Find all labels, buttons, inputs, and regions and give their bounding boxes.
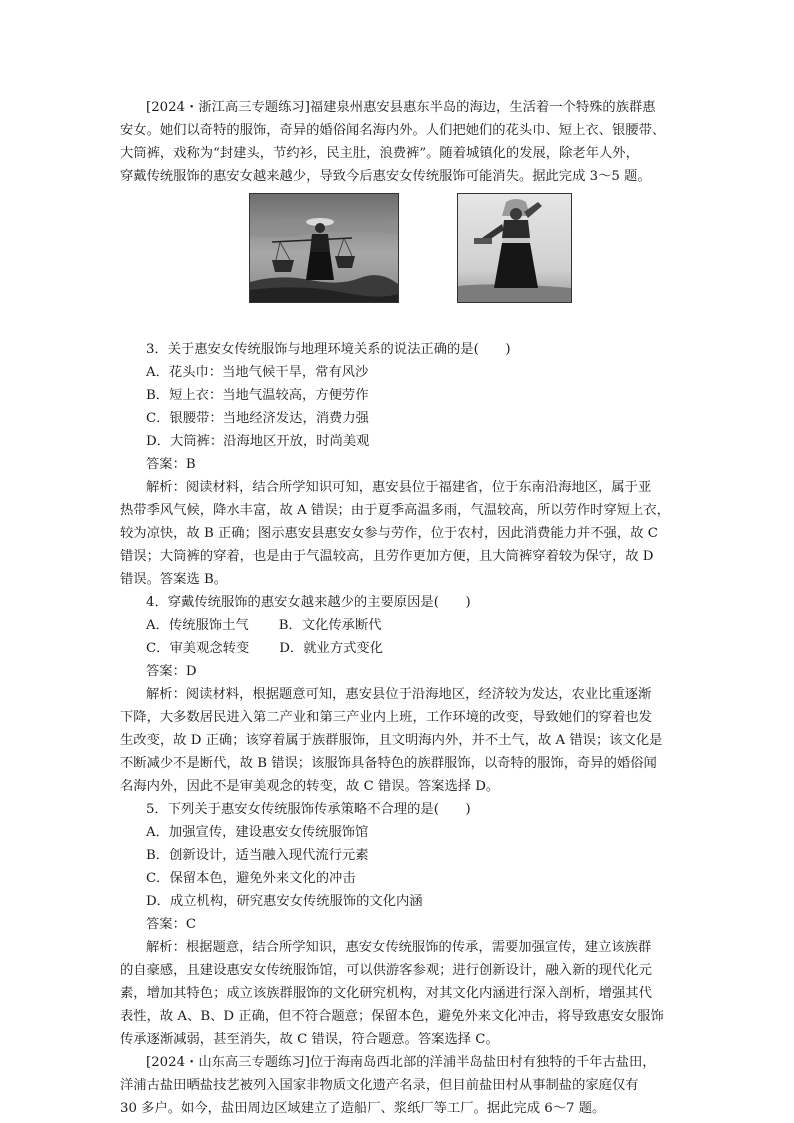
photo-row — [146, 193, 666, 335]
analysis-line: 错误。答案选 B。 — [120, 572, 228, 587]
option-d: D．大筒裤：沿海地区开放，时尚美观 — [146, 434, 370, 449]
analysis-line: 较为凉快，故 B 正确；图示惠安县惠安女参与劳作，位于农村，因此消费能力并不强，故 C — [120, 526, 658, 541]
intro1-line: [2024・浙江高三专题练习]福建泉州惠安县惠东半岛的海边，生活着一个特殊的族群惠 — [146, 100, 656, 115]
analysis-line: 热带季风气候，降水丰富，故 A 错误；由于夏季高温多雨，气温较高，所以劳作时穿短上衣， — [120, 503, 670, 518]
analysis-line: 不断减少不是断代，故 B 错误；该服饰具备特色的族群服饰，以奇特的服饰，奇异的婚俗闻 — [120, 756, 657, 771]
question-4 — [120, 591, 666, 798]
intro1-line: 安女。她们以奇特的服饰，奇异的婚俗闻名海内外。人们把她们的花头巾、短上衣、银腰带、 — [120, 123, 666, 138]
intro-paragraph-2 — [120, 1051, 666, 1120]
analysis-line: 解析：阅读材料，结合所学知识可知，惠安县位于福建省，位于东南沿海地区，属于亚 — [146, 480, 652, 495]
option-b: B．短上衣：当地气温较高，方便劳作 — [146, 388, 369, 403]
option-a: A．传统服饰土气 — [146, 618, 249, 633]
intro-paragraph-1 — [120, 96, 666, 188]
option-b: B．文化传承断代 — [278, 618, 382, 633]
answer: 答案：B — [146, 457, 196, 472]
photo-woman-carrying-baskets — [249, 193, 399, 303]
intro1-line: 穿戴传统服饰的惠安女越来越少，导致今后惠安女传统服饰可能消失。据此完成 3～5 题。 — [120, 169, 651, 184]
question-stem: 3．关于惠安女传统服饰与地理环境关系的说法正确的是( ) — [146, 342, 511, 357]
analysis-line: 传承逐渐减弱，甚至消失，故 C 错误，符合题意。答案选择 C。 — [120, 1032, 499, 1047]
analysis-line: 表性，故 A、B、D 正确，但不符合题意；保留本色，避免外来文化冲击，将导致惠安女服饰 — [120, 1009, 664, 1024]
question-3 — [120, 338, 670, 591]
intro2-line: 洋浦古盐田晒盐技艺被列入国家非物质文化遗产名录，但目前盐田村从事制盐的家庭仅有 — [120, 1078, 639, 1093]
photo-woman-posing — [457, 193, 572, 303]
option-c: C．银腰带：当地经济发达，消费力强 — [146, 411, 369, 426]
document-page — [120, 96, 670, 1120]
analysis-line: 的自豪感，且建设惠安女传统服饰馆，可以供游客参观；进行创新设计，融入新的现代化元 — [120, 963, 652, 978]
question-5 — [120, 798, 666, 1051]
intro2-line: [2024・山东高三专题练习]位于海南岛西北部的洋浦半岛盐田村有独特的千年古盐田， — [146, 1055, 656, 1070]
option-d: D．就业方式变化 — [279, 641, 384, 656]
options-row — [146, 637, 666, 660]
intro1-line: 大筒裤，戏称为“封建头，节约衫，民主肚，浪费裤”。随着城镇化的发展，除老年人外， — [120, 146, 639, 161]
option-c: C．保留本色，避免外来文化的冲击 — [146, 871, 356, 886]
analysis-line: 下降，大多数居民进入第二产业和第三产业内上班，工作环境的改变，导致她们的穿着也发 — [120, 710, 652, 725]
option-c: C．审美观念转变 — [146, 641, 250, 656]
analysis-line: 解析：根据题意，结合所学知识，惠安女传统服饰的传承，需要加强宣传，建立该族群 — [146, 940, 652, 955]
analysis-line: 生改变，故 D 正确；该穿着属于族群服饰，且文明海内外，并不土气，故 A 错误；该文化是 — [120, 733, 663, 748]
options-row — [146, 614, 666, 637]
analysis-line: 素，增加其特色；成立该族群服饰的文化研究机构，对其文化内涵进行深入剖析，增强其代 — [120, 986, 652, 1001]
analysis-line: 名海内外，因此不是审美观念的转变，故 C 错误。答案选择 D。 — [120, 779, 500, 794]
option-a: A．花头巾：当地气候干旱，常有风沙 — [146, 365, 369, 380]
answer: 答案：C — [146, 917, 197, 932]
question-stem: 5．下列关于惠安女传统服饰传承策略不合理的是( ) — [146, 802, 471, 817]
option-d: D．成立机构，研究惠安女传统服饰的文化内涵 — [146, 894, 423, 909]
answer: 答案：D — [146, 664, 197, 679]
analysis-line: 错误；大筒裤的穿着，也是由于气温较高，且劳作更加方便，且大筒裤穿着较为保守，故 D — [120, 549, 654, 564]
intro2-line: 30 多户。如今，盐田周边区域建立了造船厂、浆纸厂等工厂。据此完成 6～7 题。 — [120, 1101, 606, 1116]
option-a: A．加强宣传，建设惠安女传统服饰馆 — [146, 825, 369, 840]
question-stem: 4．穿戴传统服饰的惠安女越来越少的主要原因是( ) — [146, 595, 471, 610]
analysis-line: 解析：阅读材料，根据题意可知，惠安县位于沿海地区，经济较为发达，农业比重逐渐 — [146, 687, 652, 702]
option-b: B．创新设计，适当融入现代流行元素 — [146, 848, 369, 863]
